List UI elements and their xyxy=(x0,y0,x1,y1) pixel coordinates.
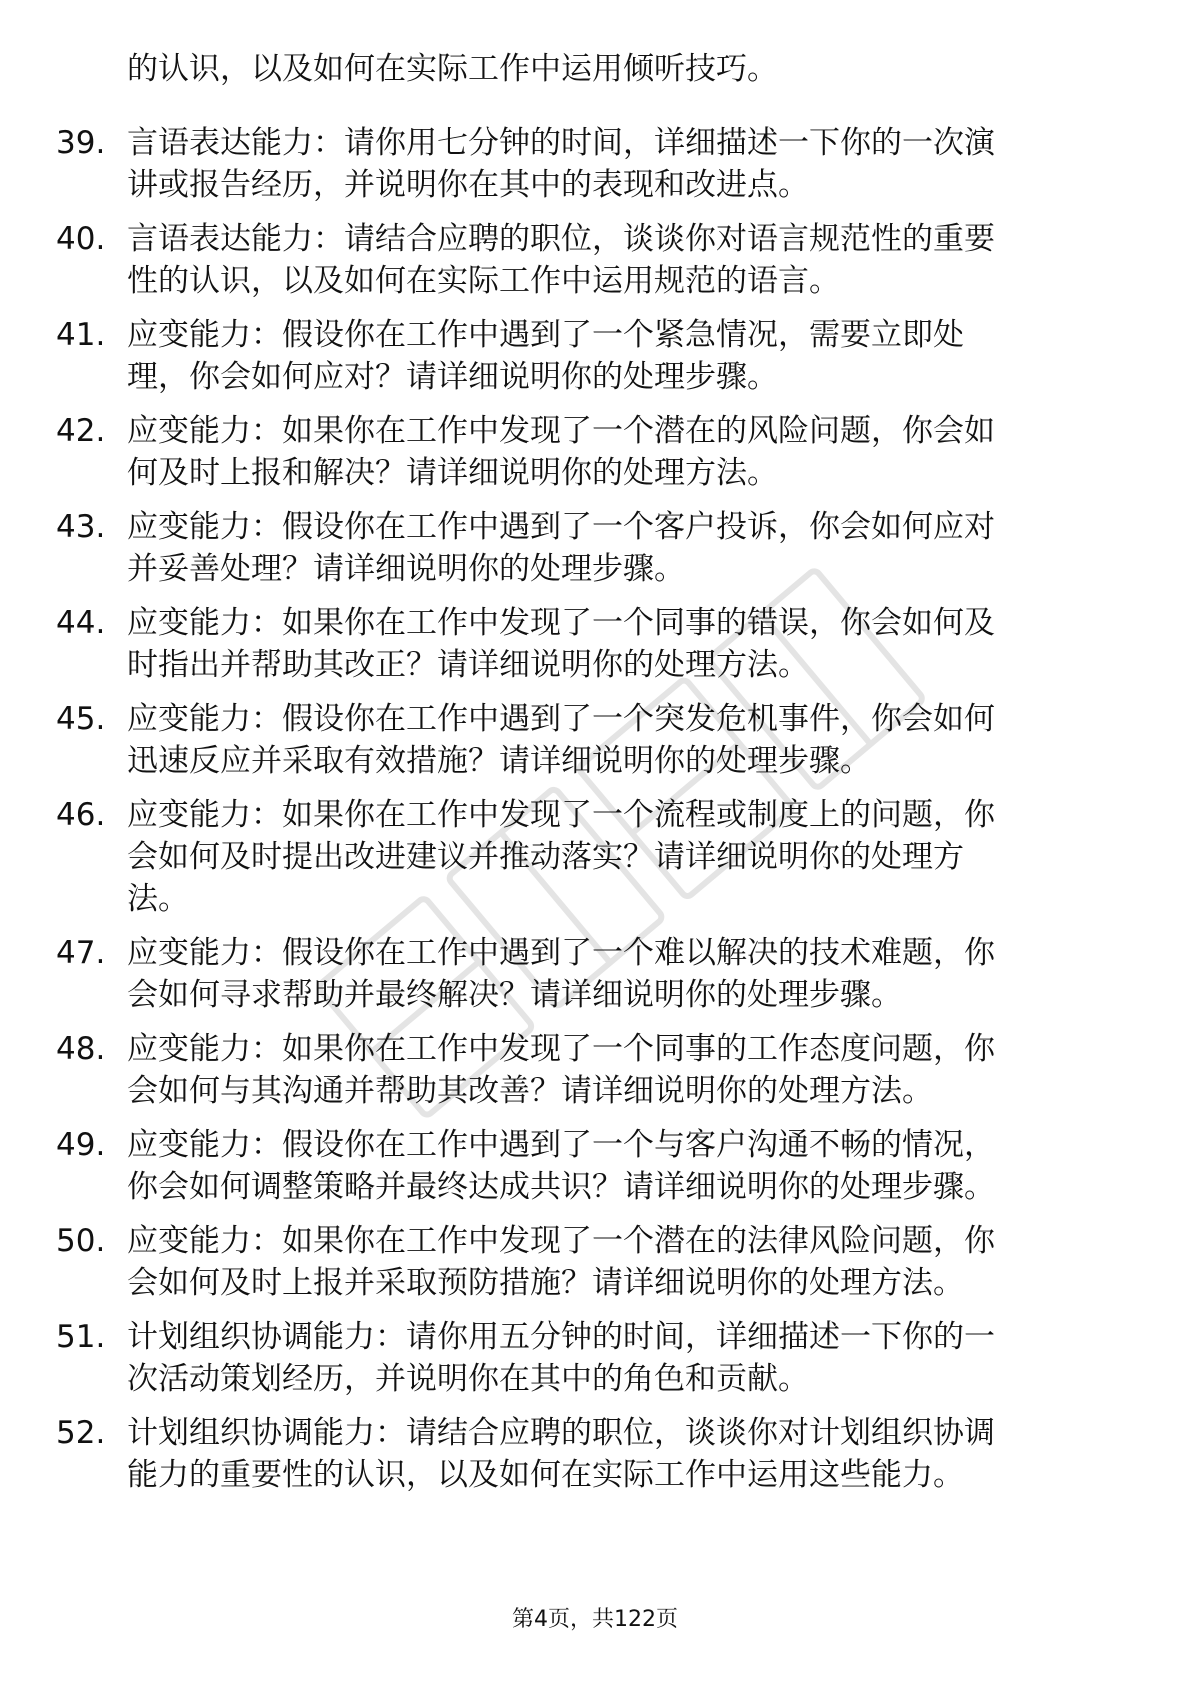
item-line: 言语表达能力：请结合应聘的职位，谈谈你对语言规范性的重要 xyxy=(127,221,995,257)
item-line: 会如何寻求帮助并最终解决？请详细说明你的处理步骤。 xyxy=(127,977,902,1013)
item-line: 应变能力：如果你在工作中发现了一个潜在的风险问题，你会如 xyxy=(127,413,995,449)
item-text xyxy=(127,314,1117,398)
item-text xyxy=(127,1316,1117,1400)
item-number: 48. xyxy=(56,1031,106,1067)
item-line: 应变能力：假设你在工作中遇到了一个客户投诉，你会如何应对 xyxy=(127,509,995,545)
item-line: 计划组织协调能力：请结合应聘的职位，谈谈你对计划组织协调 xyxy=(127,1415,995,1451)
item-number: 46. xyxy=(56,797,106,833)
item-line: 言语表达能力：请你用七分钟的时间，详细描述一下你的一次演 xyxy=(127,125,995,161)
item-line: 时指出并帮助其改正？请详细说明你的处理方法。 xyxy=(127,647,809,683)
item-text xyxy=(127,506,1117,590)
item-line: 次活动策划经历，并说明你在其中的角色和贡献。 xyxy=(127,1361,809,1397)
item-line: 应变能力：如果你在工作中发现了一个流程或制度上的问题，你 xyxy=(127,797,995,833)
item-text xyxy=(127,794,1117,920)
item-number: 42. xyxy=(56,413,106,449)
item-text xyxy=(127,1220,1117,1304)
item-line: 法。 xyxy=(127,881,189,917)
item-line: 讲或报告经历，并说明你在其中的表现和改进点。 xyxy=(127,167,809,203)
item-text xyxy=(127,1124,1117,1208)
item-number: 51. xyxy=(56,1319,106,1355)
item-line: 你会如何调整策略并最终达成共识？请详细说明你的处理步骤。 xyxy=(127,1169,995,1205)
item-line: 计划组织协调能力：请你用五分钟的时间，详细描述一下你的一 xyxy=(127,1319,995,1355)
item-line: 并妥善处理？请详细说明你的处理步骤。 xyxy=(127,551,685,587)
item-number: 47. xyxy=(56,935,106,971)
item-line: 应变能力：如果你在工作中发现了一个同事的工作态度问题，你 xyxy=(127,1031,995,1067)
item-number: 44. xyxy=(56,605,106,641)
item-line: 应变能力：如果你在工作中发现了一个同事的错误，你会如何及 xyxy=(127,605,995,641)
item-text xyxy=(127,698,1117,782)
item-text xyxy=(127,122,1117,206)
item-line: 理，你会如何应对？请详细说明你的处理步骤。 xyxy=(127,359,778,395)
item-line: 应变能力：如果你在工作中发现了一个潜在的法律风险问题，你 xyxy=(127,1223,995,1259)
item-number: 43. xyxy=(56,509,106,545)
continuation-line: 的认识，以及如何在实际工作中运用倾听技巧。 xyxy=(127,51,778,87)
item-line: 会如何与其沟通并帮助其改善？请详细说明你的处理方法。 xyxy=(127,1073,933,1109)
item-number: 41. xyxy=(56,317,106,353)
item-line: 应变能力：假设你在工作中遇到了一个难以解决的技术难题，你 xyxy=(127,935,995,971)
item-number: 39. xyxy=(56,125,106,161)
item-line: 应变能力：假设你在工作中遇到了一个紧急情况，需要立即处 xyxy=(127,317,964,353)
item-number: 49. xyxy=(56,1127,106,1163)
item-line: 何及时上报和解决？请详细说明你的处理方法。 xyxy=(127,455,778,491)
item-line: 会如何及时提出改进建议并推动落实？请详细说明你的处理方 xyxy=(127,839,964,875)
item-number: 40. xyxy=(56,221,106,257)
item-text xyxy=(127,410,1117,494)
item-line: 能力的重要性的认识，以及如何在实际工作中运用这些能力。 xyxy=(127,1457,964,1493)
item-line: 迅速反应并采取有效措施？请详细说明你的处理步骤。 xyxy=(127,743,871,779)
item-line: 性的认识，以及如何在实际工作中运用规范的语言。 xyxy=(127,263,840,299)
item-number: 52. xyxy=(56,1415,106,1451)
item-number: 50. xyxy=(56,1223,106,1259)
item-text xyxy=(127,602,1117,686)
page-footer: 第4页，共122页 xyxy=(512,1607,678,1632)
item-text xyxy=(127,1412,1117,1496)
item-text xyxy=(127,218,1117,302)
item-text xyxy=(127,932,1117,1016)
item-number: 45. xyxy=(56,701,106,737)
item-line: 应变能力：假设你在工作中遇到了一个突发危机事件，你会如何 xyxy=(127,701,995,737)
item-line: 应变能力：假设你在工作中遇到了一个与客户沟通不畅的情况， xyxy=(127,1127,995,1163)
item-line: 会如何及时上报并采取预防措施？请详细说明你的处理方法。 xyxy=(127,1265,964,1301)
item-text xyxy=(127,1028,1117,1112)
